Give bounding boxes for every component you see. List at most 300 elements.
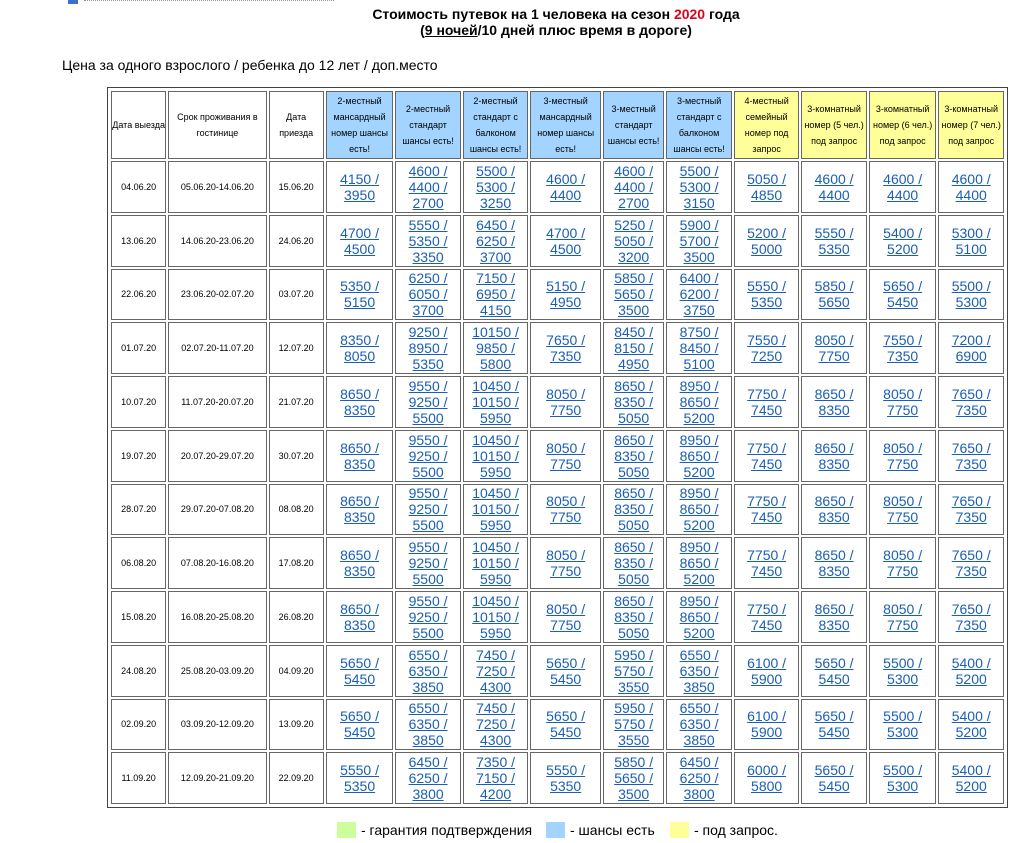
price-link[interactable] [870, 225, 936, 257]
price-value: 8050 / [883, 439, 923, 456]
stay-period-cell: 14.06.20-23.06.20 [168, 215, 266, 267]
price-link[interactable] [327, 386, 393, 418]
price-value: 9550 / [408, 485, 448, 502]
price-link[interactable] [327, 440, 393, 472]
price-cell [869, 699, 937, 751]
price-link[interactable] [667, 217, 731, 265]
price-link[interactable] [531, 278, 600, 310]
price-value: 5450 [343, 724, 376, 741]
price-value: 5650 / [546, 654, 586, 671]
price-link[interactable] [870, 601, 936, 633]
price-link[interactable] [939, 440, 1003, 472]
price-link[interactable] [667, 700, 731, 748]
price-link[interactable] [604, 647, 663, 695]
price-value: 5750 / [614, 662, 654, 679]
price-cell [734, 322, 800, 374]
price-cell [666, 752, 732, 804]
price-value: 6950 / [476, 286, 516, 303]
price-cell [395, 376, 461, 428]
price-link[interactable] [396, 539, 460, 587]
price-value: 3800 [412, 786, 444, 803]
price-value: 5650 / [883, 278, 923, 295]
price-link[interactable] [604, 700, 663, 748]
price-value: 7750 / [747, 493, 787, 510]
price-link[interactable] [939, 601, 1003, 633]
stay-period-cell: 05.06.20-14.06.20 [168, 161, 266, 213]
arrive-date-cell: 03.07.20 [269, 269, 324, 321]
price-link[interactable] [396, 700, 460, 748]
price-cell [734, 537, 800, 589]
price-cell [666, 484, 732, 536]
title-year: 2020 [673, 6, 706, 22]
price-value: 7750 / [747, 385, 787, 402]
price-value: 9550 / [408, 592, 448, 609]
price-value: 5250 / [614, 216, 654, 233]
price-value: 7750 / [747, 439, 787, 456]
price-value: 6350 / [408, 716, 448, 733]
price-value: 5200 [683, 571, 715, 588]
price-value: 8350 / [614, 555, 654, 572]
price-cell [801, 645, 867, 697]
price-link[interactable] [327, 332, 393, 364]
price-cell [603, 161, 664, 213]
price-link[interactable] [327, 547, 393, 579]
price-cell [326, 591, 394, 643]
price-link[interactable] [735, 601, 799, 633]
price-link[interactable] [396, 593, 460, 641]
price-value: 8050 / [546, 600, 586, 617]
price-cell [395, 645, 461, 697]
price-value: 4700 / [546, 224, 586, 241]
price-link[interactable] [327, 655, 393, 687]
price-value: 5300 [887, 724, 919, 741]
price-value: 4400 [818, 186, 850, 203]
price-value: 6100 / [747, 654, 787, 671]
price-cell [395, 215, 461, 267]
price-value: 8350 / [614, 447, 654, 464]
price-value: 8350 [818, 563, 850, 580]
price-value: 5650 / [546, 708, 586, 725]
price-value: 2700 [412, 194, 444, 211]
price-value: 10450 / [472, 539, 519, 556]
price-link[interactable] [735, 386, 799, 418]
price-cell [938, 161, 1004, 213]
price-value: 5500 [412, 624, 444, 641]
stay-period-cell: 11.07.20-20.07.20 [168, 376, 266, 428]
price-value: 5300 [887, 778, 919, 795]
price-value: 6450 / [679, 754, 719, 771]
price-link[interactable] [464, 432, 528, 480]
price-value: 5900 [751, 724, 783, 741]
price-value: 8050 / [883, 385, 923, 402]
price-link[interactable] [802, 278, 866, 310]
price-cell [463, 430, 529, 482]
price-link[interactable] [531, 601, 600, 633]
price-cell [530, 161, 601, 213]
price-value: 5050 / [747, 170, 787, 187]
price-link[interactable] [464, 163, 528, 211]
price-link[interactable] [464, 378, 528, 426]
price-link[interactable] [870, 440, 936, 472]
price-link[interactable] [667, 324, 731, 372]
price-link[interactable] [464, 647, 528, 695]
price-link[interactable] [464, 754, 528, 802]
price-cell [395, 591, 461, 643]
price-link[interactable] [464, 539, 528, 587]
price-link[interactable] [327, 762, 393, 794]
price-cell [603, 484, 664, 536]
price-link[interactable] [464, 270, 528, 318]
price-value: 7350 [955, 616, 987, 633]
price-value: 9250 / [408, 447, 448, 464]
price-link[interactable] [464, 593, 528, 641]
price-link[interactable] [735, 440, 799, 472]
price-value: 9250 / [408, 555, 448, 572]
price-value: 5500 / [883, 654, 923, 671]
price-link[interactable] [870, 547, 936, 579]
price-value: 8050 / [546, 385, 586, 402]
price-link[interactable] [667, 270, 731, 318]
nights-link[interactable]: 9 ночей [424, 22, 478, 38]
price-link[interactable] [327, 601, 393, 633]
table-row [111, 484, 1004, 536]
price-cell [666, 430, 732, 482]
price-value: 5200 [683, 409, 715, 426]
price-link[interactable] [870, 386, 936, 418]
price-link[interactable] [735, 493, 799, 525]
price-value: 9250 / [408, 324, 448, 341]
price-value: 3150 [683, 194, 715, 211]
price-value: 8350 [343, 563, 376, 580]
stay-period-cell: 16.08.20-25.08.20 [168, 591, 266, 643]
price-cell [801, 752, 867, 804]
price-value: 3850 [683, 732, 715, 749]
price-value: 5650 / [814, 762, 854, 779]
price-link[interactable] [327, 708, 393, 740]
price-link[interactable] [604, 432, 663, 480]
price-link[interactable] [396, 754, 460, 802]
price-value: 6550 / [679, 700, 719, 717]
price-link[interactable] [939, 225, 1003, 257]
price-link[interactable] [667, 539, 731, 587]
price-cell [801, 269, 867, 321]
price-link[interactable] [735, 708, 799, 740]
price-link[interactable] [802, 708, 866, 740]
price-cell [326, 484, 394, 536]
price-value: 9250 / [408, 608, 448, 625]
price-link[interactable] [735, 547, 799, 579]
column-header: 3-местный мансардный номер шансы есть! [530, 91, 601, 159]
price-cell [869, 484, 937, 536]
price-link[interactable] [802, 225, 866, 257]
price-value: 7450 [751, 401, 783, 418]
price-value: 5200 / [747, 224, 787, 241]
price-link[interactable] [939, 278, 1003, 310]
price-value: 3500 [683, 248, 715, 265]
price-link[interactable] [667, 647, 731, 695]
price-value: 7750 [887, 563, 919, 580]
price-value: 7650 / [951, 600, 991, 617]
price-link[interactable] [735, 225, 799, 257]
price-link[interactable] [735, 762, 799, 794]
price-value: 7350 [887, 348, 919, 365]
price-value: 8050 / [883, 547, 923, 564]
price-cell [869, 322, 937, 374]
price-value: 5650 / [814, 654, 854, 671]
divider [84, 0, 334, 2]
price-cell [938, 215, 1004, 267]
price-link[interactable] [396, 217, 460, 265]
price-value: 5400 / [951, 654, 991, 671]
price-value: 10150 / [472, 555, 519, 572]
price-link[interactable] [327, 225, 393, 257]
price-cell [463, 161, 529, 213]
column-header: 3-комнатный номер (5 чел.) под запрос [801, 91, 867, 159]
price-value: 8050 / [814, 332, 854, 349]
depart-date-cell: 13.06.20 [111, 215, 166, 267]
price-link[interactable] [802, 171, 866, 203]
price-link[interactable] [531, 332, 600, 364]
price-cell [463, 376, 529, 428]
price-link[interactable] [802, 386, 866, 418]
arrive-date-cell: 12.07.20 [269, 322, 324, 374]
price-value: 7750 [887, 616, 919, 633]
price-caption: Цена за одного взрослого / ребенка до 12 лет / доп.место [62, 57, 438, 73]
price-value: 10450 / [472, 377, 519, 394]
price-cell [938, 537, 1004, 589]
price-link[interactable] [939, 386, 1003, 418]
price-link[interactable] [464, 324, 528, 372]
price-link[interactable] [604, 163, 663, 211]
price-link[interactable] [735, 171, 799, 203]
price-link[interactable] [464, 700, 528, 748]
price-link[interactable] [396, 485, 460, 533]
price-link[interactable] [327, 493, 393, 525]
legend-swatch [670, 822, 689, 838]
stay-period-cell: 12.09.20-21.09.20 [168, 752, 266, 804]
price-value: 4950 [618, 356, 650, 373]
price-link[interactable] [735, 332, 799, 364]
price-value: 7750 [550, 455, 582, 472]
price-value: 5350 [343, 778, 376, 795]
price-cell [938, 699, 1004, 751]
price-value: 5350 / [408, 232, 448, 249]
price-value: 3950 [343, 186, 376, 203]
depart-date-cell: 01.07.20 [111, 322, 166, 374]
price-cell [869, 215, 937, 267]
price-link[interactable] [604, 539, 663, 587]
price-link[interactable] [396, 163, 460, 211]
price-value: 5200 [955, 670, 987, 687]
price-link[interactable] [464, 485, 528, 533]
price-cell [463, 752, 529, 804]
price-link[interactable] [667, 163, 731, 211]
price-cell [326, 699, 394, 751]
price-link[interactable] [531, 440, 600, 472]
price-link[interactable] [802, 601, 866, 633]
price-link[interactable] [531, 655, 600, 687]
table-row [111, 269, 1004, 321]
price-cell [801, 484, 867, 536]
price-link[interactable] [531, 386, 600, 418]
price-value: 3500 [618, 786, 650, 803]
price-value: 8650 / [614, 485, 654, 502]
price-link[interactable] [531, 547, 600, 579]
table-row [111, 645, 1004, 697]
price-link[interactable] [396, 378, 460, 426]
table-row [111, 591, 1004, 643]
price-value: 4400 [550, 186, 582, 203]
price-value: 8350 / [614, 608, 654, 625]
price-value: 5450 [550, 670, 582, 687]
price-cell [869, 269, 937, 321]
price-link[interactable] [870, 171, 936, 203]
price-cell [463, 215, 529, 267]
price-value: 8650 / [679, 555, 719, 572]
price-link[interactable] [802, 655, 866, 687]
price-value: 5200 [683, 463, 715, 480]
price-value: 8650 / [340, 600, 380, 617]
price-link[interactable] [667, 593, 731, 641]
column-header: 3-комнатный номер (6 чел.) под запрос [869, 91, 937, 159]
price-value: 8050 / [546, 547, 586, 564]
price-link[interactable] [939, 655, 1003, 687]
price-link[interactable] [396, 270, 460, 318]
price-link[interactable] [939, 332, 1003, 364]
price-link[interactable] [396, 432, 460, 480]
price-link[interactable] [939, 547, 1003, 579]
price-value: 6550 / [679, 646, 719, 663]
price-link[interactable] [604, 593, 663, 641]
price-link[interactable] [464, 217, 528, 265]
price-link[interactable] [604, 754, 663, 802]
arrive-date-cell: 24.06.20 [269, 215, 324, 267]
price-value: 3550 [618, 732, 650, 749]
price-value: 5450 [818, 724, 850, 741]
price-value: 7750 [818, 348, 850, 365]
arrive-date-cell: 17.08.20 [269, 537, 324, 589]
arrive-date-cell: 15.06.20 [269, 161, 324, 213]
price-value: 8150 / [614, 340, 654, 357]
price-value: 3250 [480, 194, 512, 211]
price-link[interactable] [802, 547, 866, 579]
price-cell [666, 376, 732, 428]
price-value: 7450 [751, 563, 783, 580]
price-link[interactable] [667, 485, 731, 533]
price-link[interactable] [802, 493, 866, 525]
price-cell [666, 215, 732, 267]
price-value: 8650 / [679, 501, 719, 518]
price-link[interactable] [531, 225, 600, 257]
price-value: 4600 / [614, 162, 654, 179]
price-value: 7650 / [951, 385, 991, 402]
header-row [111, 91, 1004, 159]
price-link[interactable] [735, 655, 799, 687]
price-link[interactable] [870, 708, 936, 740]
table-row [111, 699, 1004, 751]
price-link[interactable] [870, 278, 936, 310]
price-value: 6350 / [408, 662, 448, 679]
price-link[interactable] [667, 378, 731, 426]
price-link[interactable] [531, 171, 600, 203]
price-value: 7750 / [747, 600, 787, 617]
price-link[interactable] [604, 324, 663, 372]
price-value: 8650 / [814, 439, 854, 456]
price-link[interactable] [939, 493, 1003, 525]
price-link[interactable] [870, 655, 936, 687]
price-link[interactable] [531, 708, 600, 740]
price-value: 7450 / [476, 646, 516, 663]
price-link[interactable] [870, 493, 936, 525]
price-value: 8950 / [408, 340, 448, 357]
price-link[interactable] [604, 378, 663, 426]
price-value: 10450 / [472, 485, 519, 502]
price-link[interactable] [939, 171, 1003, 203]
price-value: 5500 [412, 409, 444, 426]
price-value: 7250 [751, 348, 783, 365]
price-value: 6050 / [408, 286, 448, 303]
price-value: 7650 / [546, 332, 586, 349]
price-link[interactable] [735, 278, 799, 310]
price-link[interactable] [870, 762, 936, 794]
price-link[interactable] [396, 324, 460, 372]
price-link[interactable] [802, 440, 866, 472]
price-cell [734, 699, 800, 751]
price-value: 5450 [343, 670, 376, 687]
price-cell [326, 645, 394, 697]
price-link[interactable] [604, 217, 663, 265]
price-value: 6400 / [679, 270, 719, 287]
price-value: 7450 [751, 616, 783, 633]
price-link[interactable] [327, 171, 393, 203]
price-link[interactable] [396, 647, 460, 695]
price-link[interactable] [604, 270, 663, 318]
price-link[interactable] [870, 332, 936, 364]
price-cell [463, 537, 529, 589]
column-header: 4-местный семейный номер под запрос [734, 91, 800, 159]
column-header: Срок проживания в гостинице [168, 91, 266, 159]
price-value: 4850 [751, 186, 783, 203]
price-value: 5200 [683, 624, 715, 641]
price-value: 8950 / [679, 485, 719, 502]
price-value: 3850 [412, 732, 444, 749]
price-value: 5450 [887, 294, 919, 311]
price-cell [603, 215, 664, 267]
arrive-date-cell: 04.09.20 [269, 645, 324, 697]
arrive-date-cell: 21.07.20 [269, 376, 324, 428]
price-cell [395, 484, 461, 536]
price-link[interactable] [802, 332, 866, 364]
table-body [111, 161, 1004, 804]
price-link[interactable] [939, 762, 1003, 794]
price-cell [603, 591, 664, 643]
price-link[interactable] [327, 278, 393, 310]
price-cell [938, 430, 1004, 482]
price-value: 3550 [618, 678, 650, 695]
price-cell [938, 376, 1004, 428]
price-value: 5300 [955, 294, 987, 311]
price-link[interactable] [667, 754, 731, 802]
price-link[interactable] [531, 493, 600, 525]
price-link[interactable] [802, 762, 866, 794]
price-link[interactable] [604, 485, 663, 533]
price-table-frame [107, 87, 1008, 808]
price-link[interactable] [939, 708, 1003, 740]
price-link[interactable] [667, 432, 731, 480]
price-cell [463, 591, 529, 643]
price-value: 5550 / [814, 224, 854, 241]
price-link[interactable] [531, 762, 600, 794]
